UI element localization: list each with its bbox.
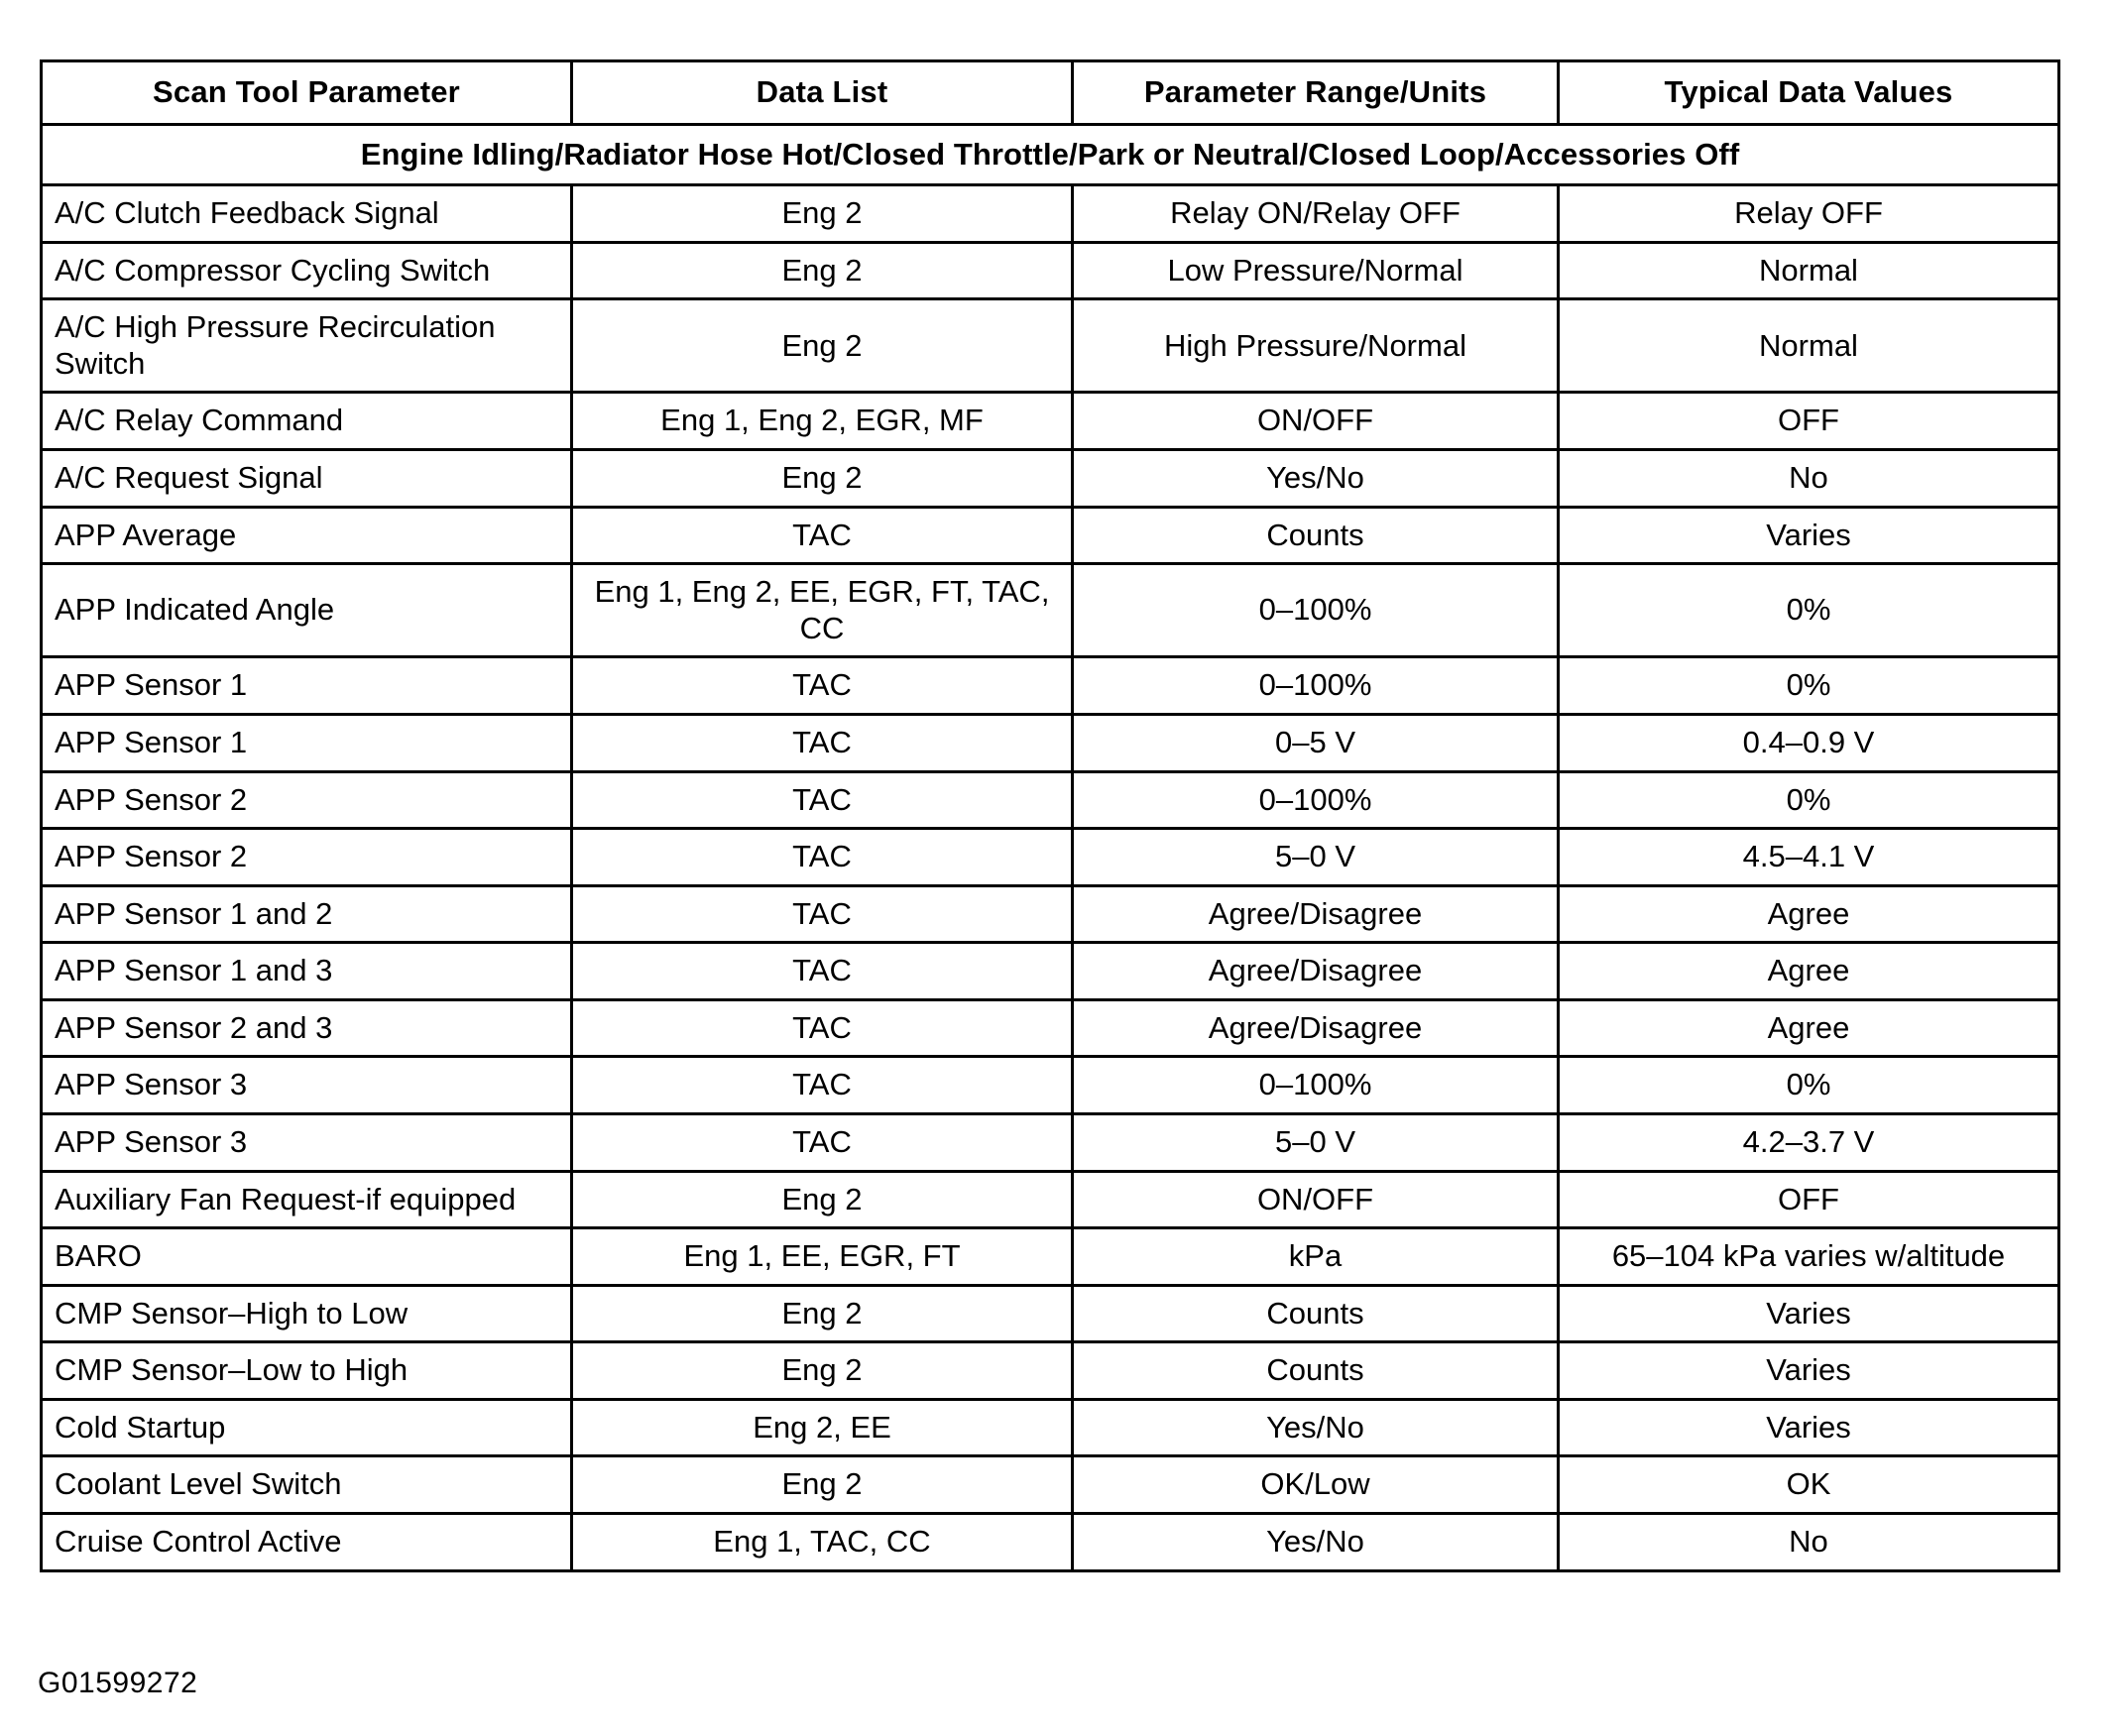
cell-parameter: APP Sensor 3 xyxy=(42,1113,572,1171)
cell-parameter: APP Average xyxy=(42,507,572,564)
cell-range-units: Yes/No xyxy=(1073,1399,1559,1456)
cell-range-units: Counts xyxy=(1073,1285,1559,1342)
section-title: Engine Idling/Radiator Hose Hot/Closed Throttle/Park or Neutral/Closed Loop/Accessories Off xyxy=(42,124,2059,185)
cell-typical-value: Normal xyxy=(1559,242,2059,299)
cell-data-list: TAC xyxy=(572,1057,1073,1114)
table-row xyxy=(42,1456,2059,1514)
cell-range-units: Agree/Disagree xyxy=(1073,943,1559,1000)
table-row xyxy=(42,1514,2059,1571)
cell-data-list: TAC xyxy=(572,885,1073,943)
table-row xyxy=(42,1342,2059,1400)
cell-parameter: BARO xyxy=(42,1228,572,1286)
table-row xyxy=(42,1057,2059,1114)
cell-range-units: 0–5 V xyxy=(1073,714,1559,771)
table-row xyxy=(42,1285,2059,1342)
cell-typical-value: 0% xyxy=(1559,564,2059,657)
cell-typical-value: OFF xyxy=(1559,393,2059,450)
cell-parameter: CMP Sensor–High to Low xyxy=(42,1285,572,1342)
cell-range-units: 0–100% xyxy=(1073,564,1559,657)
cell-data-list: TAC xyxy=(572,657,1073,715)
column-header-parameter-range-units: Parameter Range/Units xyxy=(1073,61,1559,125)
table-row xyxy=(42,1399,2059,1456)
cell-range-units: Counts xyxy=(1073,1342,1559,1400)
cell-typical-value: 0% xyxy=(1559,657,2059,715)
cell-parameter: A/C Clutch Feedback Signal xyxy=(42,185,572,243)
cell-typical-value: OFF xyxy=(1559,1171,2059,1228)
table-row xyxy=(42,1113,2059,1171)
table-header-row xyxy=(42,61,2059,125)
cell-data-list: TAC xyxy=(572,507,1073,564)
cell-data-list: Eng 2 xyxy=(572,1285,1073,1342)
cell-data-list: Eng 2 xyxy=(572,185,1073,243)
cell-typical-value: 0.4–0.9 V xyxy=(1559,714,2059,771)
cell-data-list: Eng 2 xyxy=(572,1342,1073,1400)
cell-parameter: CMP Sensor–Low to High xyxy=(42,1342,572,1400)
cell-data-list: Eng 1, Eng 2, EGR, MF xyxy=(572,393,1073,450)
cell-data-list: Eng 2 xyxy=(572,1171,1073,1228)
cell-typical-value: Agree xyxy=(1559,999,2059,1057)
cell-typical-value: Agree xyxy=(1559,943,2059,1000)
cell-parameter: A/C Request Signal xyxy=(42,450,572,508)
cell-range-units: Agree/Disagree xyxy=(1073,999,1559,1057)
cell-typical-value: Agree xyxy=(1559,885,2059,943)
table-row xyxy=(42,1228,2059,1286)
cell-typical-value: 4.2–3.7 V xyxy=(1559,1113,2059,1171)
cell-range-units: Counts xyxy=(1073,507,1559,564)
table-row xyxy=(42,393,2059,450)
cell-parameter: Cruise Control Active xyxy=(42,1514,572,1571)
cell-parameter: APP Sensor 2 and 3 xyxy=(42,999,572,1057)
cell-typical-value: Varies xyxy=(1559,1285,2059,1342)
table-row xyxy=(42,714,2059,771)
cell-data-list: TAC xyxy=(572,1113,1073,1171)
cell-typical-value: Varies xyxy=(1559,1399,2059,1456)
cell-typical-value: 65–104 kPa varies w/altitude xyxy=(1559,1228,2059,1286)
cell-parameter: APP Sensor 1 xyxy=(42,657,572,715)
cell-range-units: 5–0 V xyxy=(1073,829,1559,886)
cell-data-list: Eng 1, TAC, CC xyxy=(572,1514,1073,1571)
cell-range-units: Low Pressure/Normal xyxy=(1073,242,1559,299)
cell-typical-value: Relay OFF xyxy=(1559,185,2059,243)
figure-id: G01599272 xyxy=(38,1667,198,1699)
cell-range-units: 0–100% xyxy=(1073,771,1559,829)
cell-parameter: A/C Relay Command xyxy=(42,393,572,450)
cell-range-units: Relay ON/Relay OFF xyxy=(1073,185,1559,243)
table-row xyxy=(42,185,2059,243)
cell-typical-value: 4.5–4.1 V xyxy=(1559,829,2059,886)
cell-parameter: APP Sensor 2 xyxy=(42,771,572,829)
cell-parameter: APP Sensor 3 xyxy=(42,1057,572,1114)
cell-range-units: 0–100% xyxy=(1073,657,1559,715)
table-row xyxy=(42,771,2059,829)
cell-range-units: ON/OFF xyxy=(1073,1171,1559,1228)
cell-data-list: TAC xyxy=(572,829,1073,886)
cell-parameter: APP Sensor 1 xyxy=(42,714,572,771)
cell-range-units: 0–100% xyxy=(1073,1057,1559,1114)
column-header-typical-data-values: Typical Data Values xyxy=(1559,61,2059,125)
cell-data-list: Eng 2 xyxy=(572,242,1073,299)
table-row xyxy=(42,1171,2059,1228)
cell-typical-value: No xyxy=(1559,1514,2059,1571)
cell-range-units: ON/OFF xyxy=(1073,393,1559,450)
cell-typical-value: 0% xyxy=(1559,771,2059,829)
table-body xyxy=(42,185,2059,1570)
table-row xyxy=(42,999,2059,1057)
cell-range-units: Yes/No xyxy=(1073,450,1559,508)
table-section-row xyxy=(42,124,2059,185)
table-row xyxy=(42,829,2059,886)
table-row xyxy=(42,657,2059,715)
cell-parameter: APP Sensor 1 and 2 xyxy=(42,885,572,943)
cell-range-units: kPa xyxy=(1073,1228,1559,1286)
cell-typical-value: No xyxy=(1559,450,2059,508)
cell-parameter: A/C High Pressure Recirculation Switch xyxy=(42,299,572,393)
cell-parameter: Auxiliary Fan Request-if equipped xyxy=(42,1171,572,1228)
cell-parameter: APP Sensor 2 xyxy=(42,829,572,886)
cell-data-list: TAC xyxy=(572,999,1073,1057)
cell-parameter: Cold Startup xyxy=(42,1399,572,1456)
cell-data-list: Eng 2, EE xyxy=(572,1399,1073,1456)
cell-data-list: TAC xyxy=(572,943,1073,1000)
column-header-scan-tool-parameter: Scan Tool Parameter xyxy=(42,61,572,125)
table-header xyxy=(42,61,2059,185)
table-row xyxy=(42,885,2059,943)
cell-typical-value: OK xyxy=(1559,1456,2059,1514)
cell-range-units: High Pressure/Normal xyxy=(1073,299,1559,393)
cell-range-units: Agree/Disagree xyxy=(1073,885,1559,943)
cell-data-list: Eng 1, EE, EGR, FT xyxy=(572,1228,1073,1286)
cell-typical-value: Normal xyxy=(1559,299,2059,393)
table-row xyxy=(42,564,2059,657)
cell-data-list: Eng 1, Eng 2, EE, EGR, FT, TAC, CC xyxy=(572,564,1073,657)
cell-parameter: APP Sensor 1 and 3 xyxy=(42,943,572,1000)
cell-data-list: Eng 2 xyxy=(572,299,1073,393)
cell-parameter: Coolant Level Switch xyxy=(42,1456,572,1514)
cell-data-list: TAC xyxy=(572,714,1073,771)
cell-data-list: TAC xyxy=(572,771,1073,829)
table-row xyxy=(42,450,2059,508)
table-row xyxy=(42,943,2059,1000)
cell-typical-value: Varies xyxy=(1559,1342,2059,1400)
cell-range-units: Yes/No xyxy=(1073,1514,1559,1571)
cell-typical-value: 0% xyxy=(1559,1057,2059,1114)
cell-data-list: Eng 2 xyxy=(572,450,1073,508)
cell-range-units: 5–0 V xyxy=(1073,1113,1559,1171)
cell-data-list: Eng 2 xyxy=(572,1456,1073,1514)
cell-typical-value: Varies xyxy=(1559,507,2059,564)
table-row xyxy=(42,507,2059,564)
cell-parameter: APP Indicated Angle xyxy=(42,564,572,657)
table-row xyxy=(42,299,2059,393)
table-row xyxy=(42,242,2059,299)
scan-tool-parameter-table xyxy=(40,59,2060,1572)
column-header-data-list: Data List xyxy=(572,61,1073,125)
cell-parameter: A/C Compressor Cycling Switch xyxy=(42,242,572,299)
cell-range-units: OK/Low xyxy=(1073,1456,1559,1514)
